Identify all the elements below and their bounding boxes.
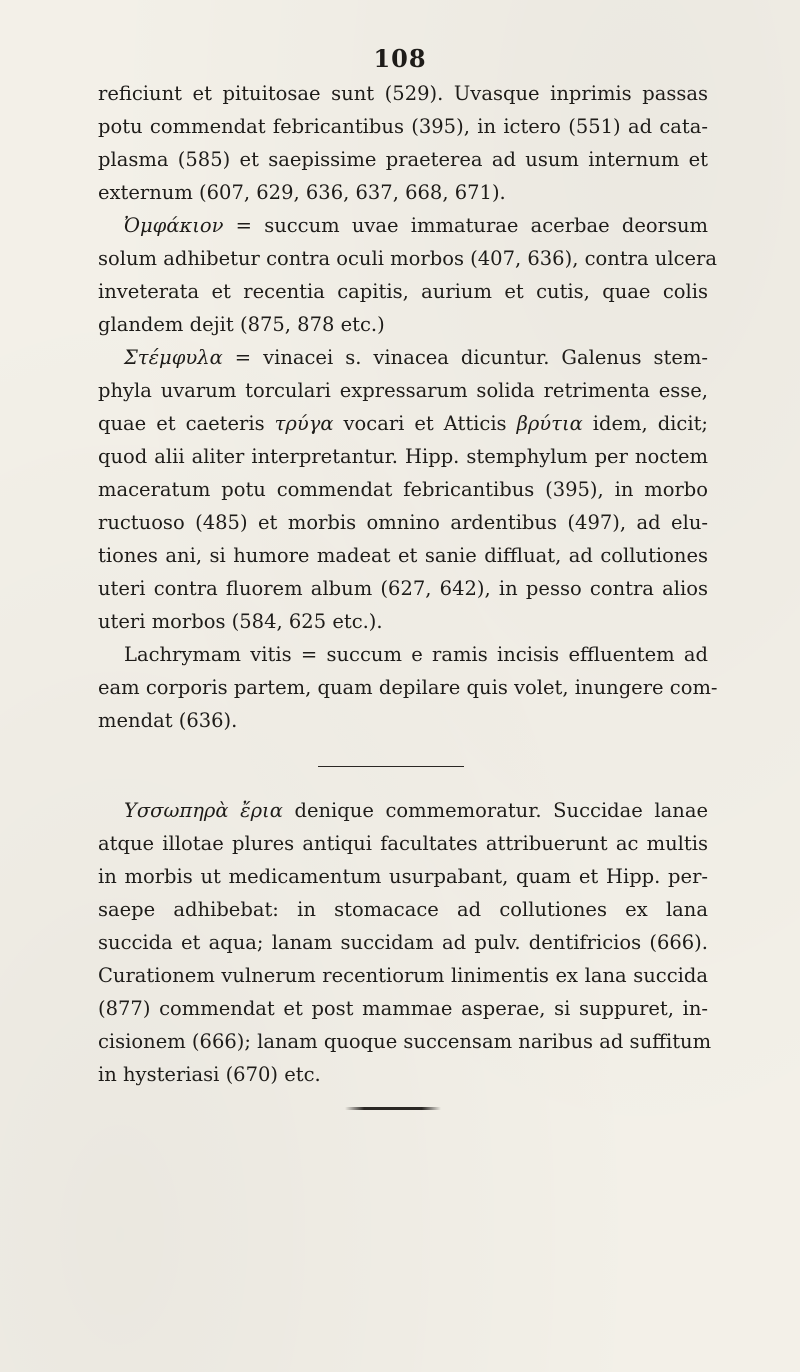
text-segment: vocari et Atticis [333,412,517,435]
text-line: uteri contra fluorem album (627, 642), in pesso contra alios [98,577,708,600]
text-line: atque illotae plures antiqui facultates attribuerunt ac multis [98,832,708,855]
text-line: mendat (636). [98,709,238,732]
greek-term: Στέμφυλα [124,346,223,369]
text-line: cisionem (666); lanam quoque succensam naribus ad suffitum [98,1030,712,1053]
text-segment: denique commemoratur. Succidae lanae [282,799,709,822]
text-line: saepe adhibebat: in stomacace ad collutiones ex lana [98,898,708,921]
text-line: in morbis ut medicamentum usurpabant, quam et Hipp. per- [98,865,708,888]
text-line: Curationem vulnerum recentiorum linimentis ex lana succida [98,964,708,987]
text-line [98,414,708,434]
text-line: eam corporis partem, quam depilare quis volet, inungere com- [98,676,718,699]
text-line: (877) commendat et post mammae asperae, si suppuret, in- [98,997,708,1020]
text-line: quod alii aliter interpretantur. Hipp. stemphylum per noctem [98,445,708,468]
text-segment: = vinacei s. vinacea dicuntur. Galenus stem- [222,346,708,369]
text-line [124,801,708,821]
page-number: 108 [373,44,427,73]
text-line: inveterata et recentia capitis, aurium et cutis, quae colis [98,280,708,303]
greek-term: Υσσωπηρὰ ἔρια [124,799,283,822]
text-line: potu commendat febricantibus (395), in ictero (551) ad cata- [98,115,708,138]
text-line: succida et aqua; lanam succidam ad pulv. dentifricios (666). [98,931,708,954]
text-line: externum (607, 629, 636, 637, 668, 671). [98,181,506,204]
text-line [124,216,708,236]
greek-term: τρύγα [274,412,334,435]
text-line: ructuoso (485) et morbis omnino ardentibus (497), ad elu- [98,511,708,534]
text-line: maceratum potu commendat febricantibus (395), in morbo [98,478,708,501]
greek-term: Ὀμφάκιον [124,214,224,237]
text-line: phyla uvarum torculari expressarum solida retrimenta esse, [98,379,708,402]
section-divider [318,766,464,767]
text-line: solum adhibetur contra oculi morbos (407, 636), contra ulcera [98,247,718,270]
text-segment: = succum uvae immaturae acerbae deorsum [223,214,708,237]
text-segment: idem, dicit; [582,412,708,435]
text-line: reficiunt et pituitosae sunt (529). Uvasque inprimis passas [98,82,708,105]
greek-term: βρύτια [516,412,583,435]
text-line [124,348,708,368]
text-line: Lachrymam vitis = succum e ramis incisis effluentem ad [124,643,708,666]
text-line: plasma (585) et saepissime praeterea ad usum internum et [98,148,708,171]
text-line: uteri morbos (584, 625 etc.). [98,610,383,633]
text-line: tiones ani, si humore madeat et sanie diffluat, ad collutiones [98,544,708,567]
text-segment: quae et caeteris [98,412,275,435]
text-line: in hysteriasi (670) etc. [98,1063,321,1086]
end-ornament [345,1107,441,1110]
text-line: glandem dejit (875, 878 etc.) [98,313,385,336]
